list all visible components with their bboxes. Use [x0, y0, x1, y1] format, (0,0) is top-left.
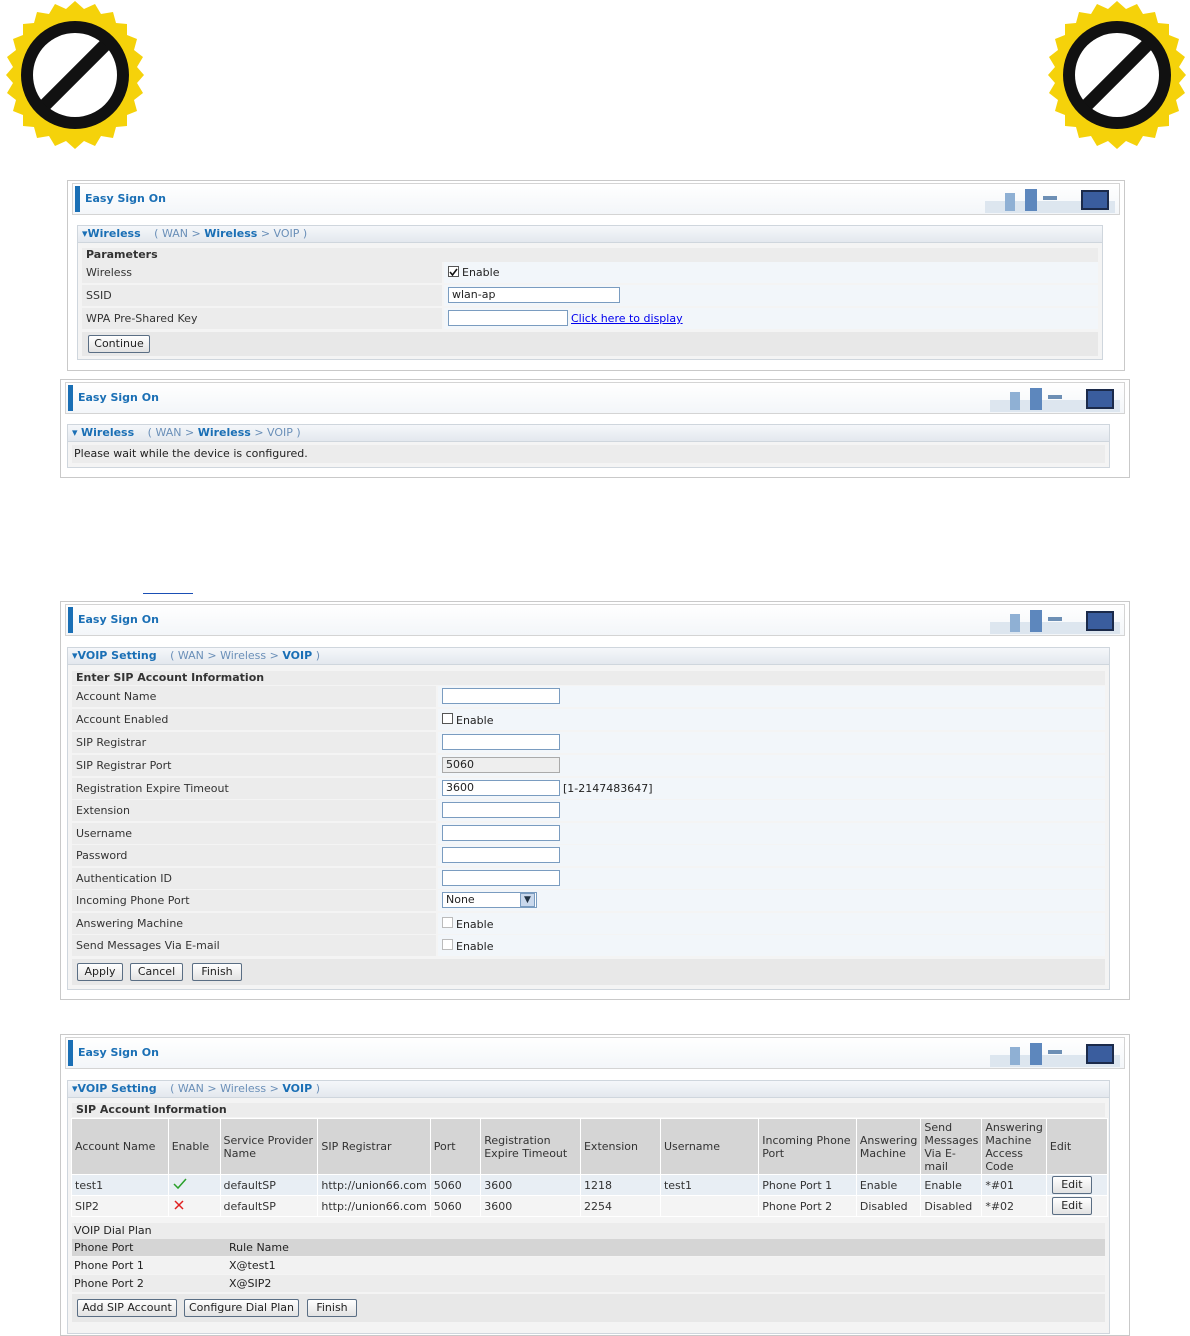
- account-name-input[interactable]: [442, 688, 560, 704]
- send-email-enable-label: Enable: [456, 940, 494, 953]
- cell-extension: 1218: [580, 1175, 660, 1196]
- header-accent-bar: [75, 186, 80, 212]
- wireless-actions: [82, 332, 1098, 356]
- answering-row: [72, 913, 1105, 934]
- add-sip-account-button[interactable]: Add SIP Account: [77, 1299, 177, 1317]
- header-title: Easy Sign On: [78, 391, 159, 404]
- crumb-voip[interactable]: > VOIP: [260, 227, 300, 240]
- crumb-voip[interactable]: VOIP: [282, 649, 313, 662]
- panel-header: [72, 183, 1120, 215]
- wireless-enable-label: Enable: [462, 266, 500, 279]
- finish-button[interactable]: Finish: [192, 963, 242, 981]
- prohibited-warning-icon-right: [1042, 0, 1190, 150]
- username-input[interactable]: [442, 825, 560, 841]
- wireless-enable-checkbox[interactable]: [448, 266, 459, 277]
- wpa-label: WPA Pre-Shared Key: [82, 308, 442, 329]
- wireless-row: [82, 262, 1098, 283]
- voip-breadcrumb: [68, 1081, 1109, 1098]
- edit-button[interactable]: Edit: [1052, 1197, 1092, 1215]
- header-title: Easy Sign On: [85, 192, 166, 205]
- auth-id-input[interactable]: [442, 870, 560, 886]
- crumb-voip[interactable]: VOIP: [282, 1082, 313, 1095]
- answering-checkbox[interactable]: [442, 917, 453, 928]
- header-title: Easy Sign On: [78, 1046, 159, 1059]
- cell-port: 5060: [430, 1196, 481, 1217]
- dial-plan-header: VOIP Dial Plan: [72, 1223, 1105, 1239]
- wireless-breadcrumb: [78, 226, 1102, 243]
- sip-info-panel: [60, 1034, 1130, 1336]
- voip-info-section: [67, 1080, 1110, 1334]
- wireless-panel: [67, 180, 1125, 371]
- extension-label: Extension: [72, 800, 436, 821]
- dial-plan-row: [72, 1275, 1105, 1292]
- cell-incoming: Phone Port 1: [759, 1175, 857, 1196]
- wireless-section: [77, 225, 1103, 360]
- account-name-row: [72, 686, 1105, 707]
- username-row: [72, 823, 1105, 844]
- chevron-down-icon[interactable]: ▼: [520, 893, 535, 907]
- crumb-wan[interactable]: WAN >: [177, 1082, 217, 1095]
- wait-section: [67, 424, 1110, 468]
- crumb-close: ): [296, 426, 301, 439]
- collapse-arrow-icon[interactable]: ▾: [82, 227, 88, 240]
- header-accent-bar: [68, 1040, 73, 1066]
- crumb-wan[interactable]: WAN >: [177, 649, 217, 662]
- collapse-arrow-icon[interactable]: ▾: [72, 649, 78, 662]
- dial-rule: X@SIP2: [229, 1277, 272, 1290]
- sip-info-actions: [72, 1294, 1105, 1322]
- office-banner-icon: [985, 187, 1115, 213]
- cell-registrar: http://union66.com: [318, 1196, 430, 1217]
- dial-plan-row: [72, 1257, 1105, 1274]
- reg-timeout-input[interactable]: 3600: [442, 780, 560, 796]
- sip-registrar-label: SIP Registrar: [72, 732, 436, 753]
- reg-timeout-label: Registration Expire Timeout: [72, 778, 436, 799]
- col-header: Send Messages Via E-mail: [921, 1119, 982, 1175]
- panel-header: [65, 382, 1125, 414]
- dial-plan-column-headers: [72, 1239, 1105, 1256]
- table-row: [72, 1196, 1108, 1217]
- send-email-label: Send Messages Via E-mail: [72, 935, 436, 956]
- col-header: Answering Machine: [856, 1119, 921, 1175]
- crumb-wireless[interactable]: Wireless >: [220, 649, 279, 662]
- crumb-open: (: [147, 426, 152, 439]
- crumb-wan[interactable]: WAN >: [161, 227, 201, 240]
- cell-account: SIP2: [72, 1196, 169, 1217]
- ssid-label: SSID: [82, 285, 442, 306]
- crumb-wireless[interactable]: Wireless: [197, 426, 251, 439]
- wpa-key-input[interactable]: [448, 310, 568, 326]
- extension-input[interactable]: [442, 802, 560, 818]
- crumb-open: (: [154, 227, 159, 240]
- cross-icon: [168, 1196, 220, 1217]
- incoming-port-row: [72, 890, 1105, 911]
- panel-header: [65, 604, 1125, 636]
- continue-button[interactable]: Continue: [88, 335, 150, 353]
- crumb-close: ): [315, 649, 320, 662]
- header-title: Easy Sign On: [78, 613, 159, 626]
- send-email-row: [72, 935, 1105, 956]
- edit-button[interactable]: Edit: [1052, 1176, 1092, 1194]
- account-enabled-label: Account Enabled: [72, 709, 436, 730]
- cell-code: *#02: [982, 1196, 1047, 1217]
- password-row: [72, 845, 1105, 866]
- dial-port: Phone Port 2: [74, 1277, 144, 1290]
- sip-form-header: Enter SIP Account Information: [72, 671, 1105, 685]
- account-enabled-row: [72, 709, 1105, 730]
- panel-header: [65, 1037, 1125, 1069]
- col-header: Username: [660, 1119, 758, 1175]
- dial-rule: X@test1: [229, 1259, 276, 1272]
- sip-form-panel: [60, 601, 1130, 1000]
- auth-id-label: Authentication ID: [72, 868, 436, 889]
- reg-timeout-row: [72, 778, 1105, 799]
- sip-registrar-port-row: [72, 755, 1105, 776]
- voip-breadcrumb: [68, 648, 1109, 665]
- finish-button[interactable]: Finish: [307, 1299, 357, 1317]
- wireless-crumb-title[interactable]: Wireless: [87, 227, 141, 240]
- prohibited-warning-icon-left: [0, 0, 150, 150]
- header-accent-bar: [68, 385, 73, 411]
- crumb-wireless[interactable]: Wireless: [204, 227, 258, 240]
- incoming-port-label: Incoming Phone Port: [72, 890, 436, 911]
- apply-button[interactable]: Apply: [77, 963, 123, 981]
- col-header: Extension: [580, 1119, 660, 1175]
- crumb-open: (: [170, 649, 175, 662]
- cell-username: test1: [660, 1175, 758, 1196]
- office-banner-icon: [990, 1041, 1120, 1067]
- reg-timeout-range: [1-2147483647]: [563, 782, 653, 795]
- wpa-row: [82, 308, 1098, 329]
- office-banner-icon: [990, 608, 1120, 634]
- check-icon: [168, 1175, 220, 1196]
- ssid-input[interactable]: wlan-ap: [448, 287, 620, 303]
- cell-registrar: http://union66.com: [318, 1175, 430, 1196]
- cell-send: Enable: [921, 1175, 982, 1196]
- cell-send: Disabled: [921, 1196, 982, 1217]
- cell-code: *#01: [982, 1175, 1047, 1196]
- account-enabled-checkbox[interactable]: [442, 713, 453, 724]
- office-banner-icon: [990, 386, 1120, 412]
- col-header: Answering Machine Access Code: [982, 1119, 1047, 1175]
- sip-registrar-port-input[interactable]: 5060: [442, 757, 560, 773]
- cell-answering: Enable: [856, 1175, 921, 1196]
- collapse-arrow-icon[interactable]: ▾: [72, 426, 78, 439]
- cell-account: test1: [72, 1175, 169, 1196]
- wait-breadcrumb: [68, 425, 1109, 442]
- display-key-link[interactable]: Click here to display: [571, 312, 683, 325]
- cell-answering: Disabled: [856, 1196, 921, 1217]
- wait-panel: [60, 379, 1130, 478]
- voip-crumb-title[interactable]: VOIP Setting: [77, 649, 157, 662]
- table-row: [72, 1175, 1108, 1196]
- crumb-open: (: [170, 1082, 175, 1095]
- answering-enable-label: Enable: [456, 918, 494, 931]
- password-label: Password: [72, 845, 436, 866]
- answering-label: Answering Machine: [72, 913, 436, 934]
- col-header: Service Provider Name: [220, 1119, 318, 1175]
- incoming-port-select[interactable]: None: [442, 892, 537, 908]
- sip-form-actions: [72, 959, 1105, 985]
- sip-info-header: SIP Account Information: [72, 1103, 1105, 1117]
- voip-crumb-title[interactable]: VOIP Setting: [77, 1082, 157, 1095]
- dial-col-port: Phone Port: [74, 1241, 134, 1254]
- crumb-close: ): [315, 1082, 320, 1095]
- col-header: Port: [430, 1119, 481, 1175]
- wireless-label: Wireless: [82, 262, 442, 283]
- cell-incoming: Phone Port 2: [759, 1196, 857, 1217]
- account-name-label: Account Name: [72, 686, 436, 707]
- sip-accounts-table: [71, 1118, 1108, 1217]
- col-header: Incoming Phone Port: [759, 1119, 857, 1175]
- cell-extension: 2254: [580, 1196, 660, 1217]
- cell-provider: defaultSP: [220, 1196, 318, 1217]
- crumb-close: ): [302, 227, 308, 240]
- cancel-button[interactable]: Cancel: [130, 963, 183, 981]
- wait-message: Please wait while the device is configured.: [72, 445, 1105, 463]
- header-accent-bar: [68, 607, 73, 633]
- col-header: Edit: [1046, 1119, 1107, 1175]
- ssid-row: [82, 285, 1098, 306]
- account-enable-label: Enable: [456, 714, 494, 727]
- crumb-voip[interactable]: > VOIP: [254, 426, 293, 439]
- sip-registrar-input[interactable]: [442, 734, 560, 750]
- parameters-header: Parameters: [82, 248, 1098, 262]
- crumb-wan[interactable]: WAN >: [155, 426, 195, 439]
- col-header: SIP Registrar: [318, 1119, 430, 1175]
- send-email-checkbox[interactable]: [442, 939, 453, 950]
- username-label: Username: [72, 823, 436, 844]
- cell-timeout: 3600: [481, 1175, 581, 1196]
- dial-port: Phone Port 1: [74, 1259, 144, 1272]
- password-input[interactable]: [442, 847, 560, 863]
- collapse-arrow-icon[interactable]: ▾: [72, 1082, 78, 1095]
- cell-port: 5060: [430, 1175, 481, 1196]
- cell-provider: defaultSP: [220, 1175, 318, 1196]
- col-header: Registration Expire Timeout: [481, 1119, 581, 1175]
- configure-dial-plan-button[interactable]: Configure Dial Plan: [184, 1299, 299, 1317]
- col-header: Enable: [168, 1119, 220, 1175]
- sip-registrar-row: [72, 732, 1105, 753]
- dial-col-rule: Rule Name: [229, 1241, 289, 1254]
- cell-username: [660, 1196, 758, 1217]
- auth-id-row: [72, 868, 1105, 889]
- extension-row: [72, 800, 1105, 821]
- link-underline: [143, 593, 193, 594]
- cell-timeout: 3600: [481, 1196, 581, 1217]
- col-header: Account Name: [72, 1119, 169, 1175]
- crumb-wireless[interactable]: Wireless >: [220, 1082, 279, 1095]
- wireless-crumb-title[interactable]: Wireless: [81, 426, 135, 439]
- sip-registrar-port-label: SIP Registrar Port: [72, 755, 436, 776]
- voip-setting-section: [67, 647, 1110, 990]
